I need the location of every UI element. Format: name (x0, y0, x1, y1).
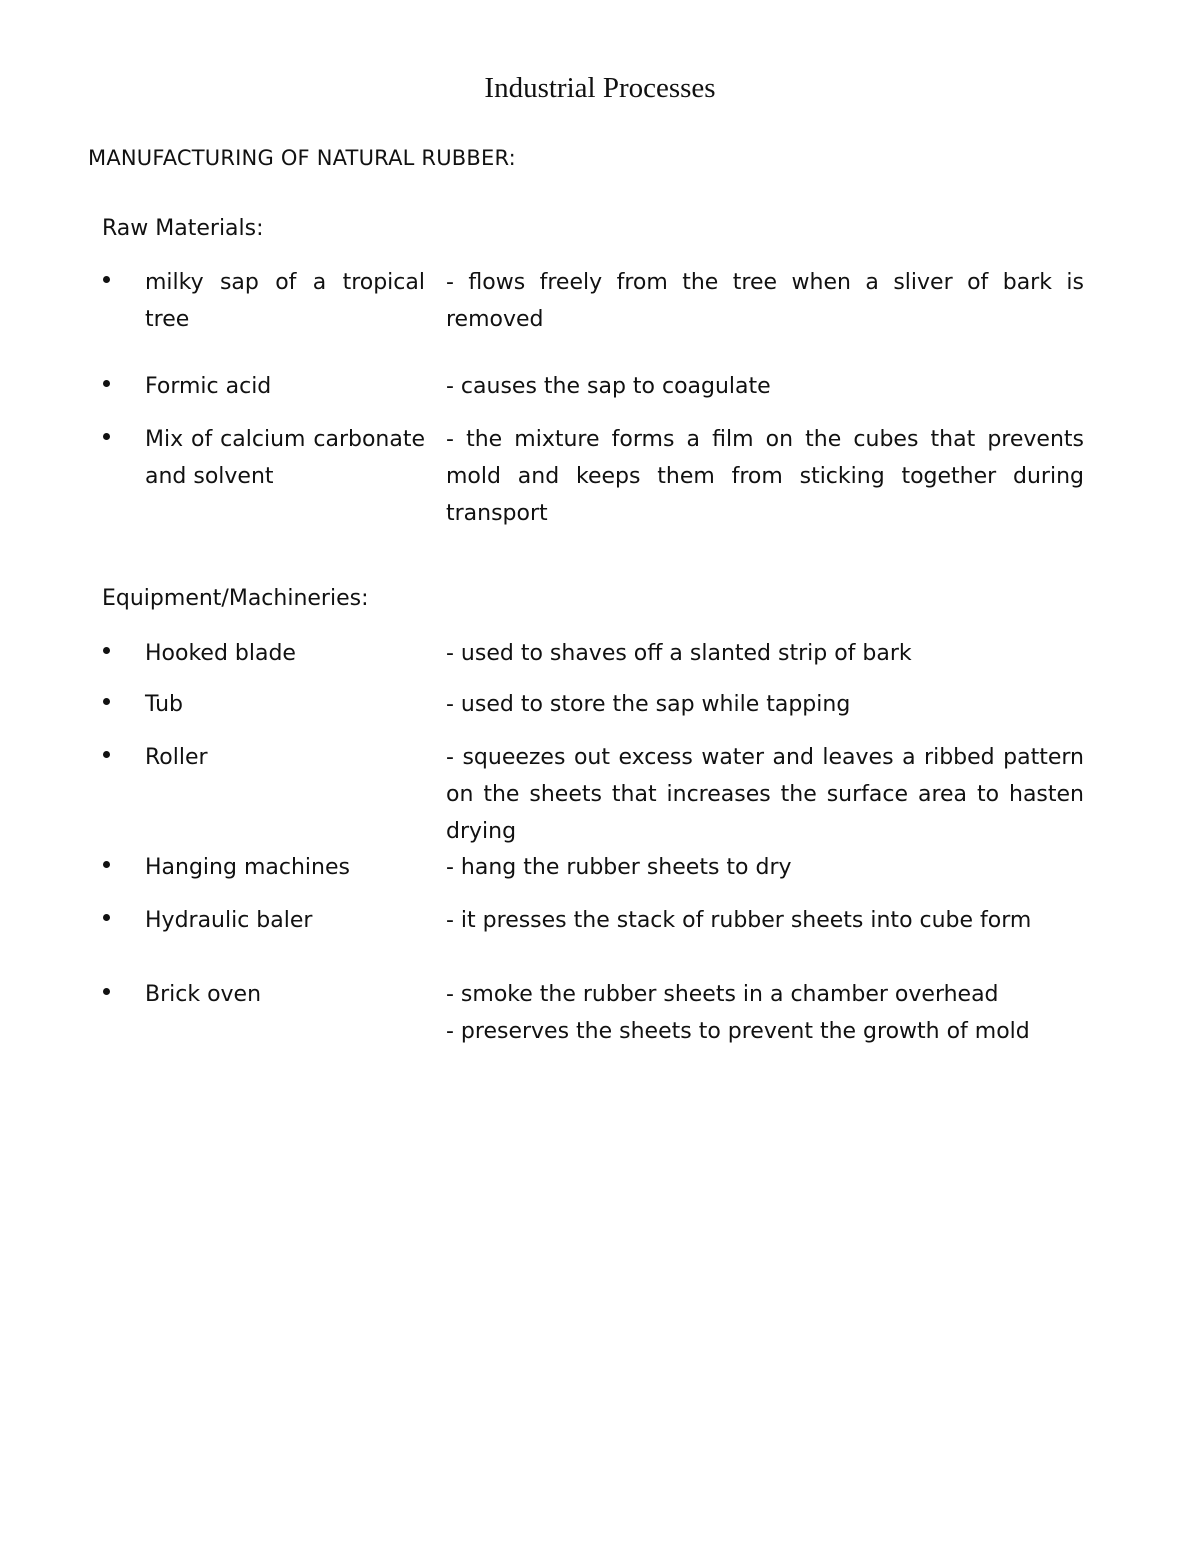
raw-materials-heading: Raw Materials: (102, 216, 264, 241)
item-term: Hydraulic baler (145, 908, 313, 933)
bullet-icon (103, 914, 110, 921)
item-term: milky sap of a tropical tree (145, 270, 425, 332)
item-term: Formic acid (145, 374, 272, 399)
bullet-icon (103, 698, 110, 705)
item-description: - used to shaves off a slanted strip of bark (446, 641, 912, 666)
item-description: - the mixture forms a film on the cubes that prevents mold and keeps them from sticking together during transport (446, 427, 1084, 526)
bullet-icon (103, 433, 110, 440)
item-description: - hang the rubber sheets to dry (446, 855, 792, 880)
item-description: - causes the sap to coagulate (446, 374, 771, 399)
page-title: Industrial Processes (484, 72, 716, 104)
item-description: - squeezes out excess water and leaves a ribbed pattern on the sheets that increases the surface area to hasten drying (446, 745, 1084, 844)
bullet-icon (103, 751, 110, 758)
item-term: Hooked blade (145, 641, 296, 666)
item-description: - flows freely from the tree when a sliver of bark is removed (446, 270, 1084, 332)
section-heading: MANUFACTURING OF NATURAL RUBBER: (88, 146, 516, 170)
item-term: Tub (145, 692, 184, 717)
bullet-icon (103, 647, 110, 654)
item-description: - it presses the stack of rubber sheets into cube form (446, 908, 1032, 933)
bullet-icon (103, 988, 110, 995)
item-description: - used to store the sap while tapping (446, 692, 851, 717)
bullet-icon (103, 861, 110, 868)
item-description: - smoke the rubber sheets in a chamber overhead - preserves the sheets to prevent the growth of mold (446, 982, 1030, 1044)
item-term: Hanging machines (145, 855, 350, 880)
equipment-heading: Equipment/Machineries: (102, 586, 369, 611)
item-term: Mix of calcium carbonate and solvent (145, 427, 425, 489)
bullet-icon (103, 380, 110, 387)
item-term: Brick oven (145, 982, 262, 1007)
bullet-icon (103, 276, 110, 283)
item-term: Roller (145, 745, 208, 770)
